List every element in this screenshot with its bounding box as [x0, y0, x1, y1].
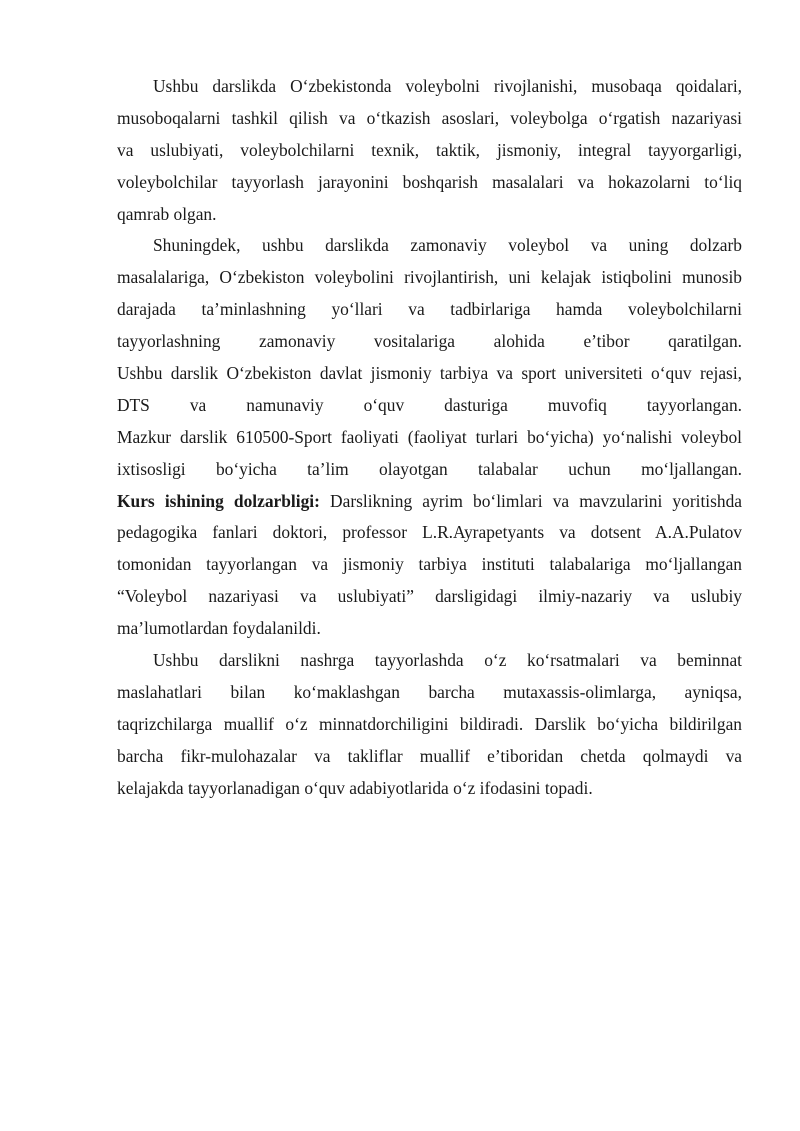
- paragraph-3-line-5: ma’lumotlardan foydalanildi.: [117, 618, 321, 639]
- paragraph-1-line-1: Ushbu darslikda O‘zbekistonda voleybolni rivojlanishi, musobaqa qoidalari,: [153, 76, 742, 96]
- paragraph-3-line-1: [117, 486, 742, 518]
- paragraph-3-first-rest: Darslikning ayrim bo‘limlari va mavzularini yoritishda: [319, 490, 742, 511]
- paragraph-4-line-1: Ushbu darslikni nashrga tayyorlashda o‘z ko‘rsatmalari va beminnat: [153, 650, 742, 671]
- paragraph-2-line-8: ixtisosligi bo‘yicha ta’lim olayotgan talabalar uchun mo‘ljallangan.: [117, 458, 742, 479]
- paragraph-2-line-6: DTS va namunaviy o‘quv dasturiga muvofiq tayyorlangan.: [117, 394, 742, 415]
- paragraph-4-line-4: barcha fikr-mulohazalar va takliflar muallif e’tiboridan chetda qolmaydi va: [117, 745, 742, 766]
- body-text: [117, 71, 742, 804]
- paragraph-1-line-2: musoboqalarni tashkil qilish va o‘tkazish asoslari, voleybolga o‘rgatish nazariyasi: [117, 107, 742, 128]
- paragraph-3-line-2: pedagogika fanlari doktori, professor L.R.Ayrapetyants va dotsent A.A.Pulatov: [117, 522, 742, 543]
- paragraph-4-line-3: taqrizchilarga muallif o‘z minnatdorchiligini bildiradi. Darslik bo‘yicha bildirilgan: [117, 713, 742, 734]
- paragraph-4-line-5: kelajakda tayyorlanadigan o‘quv adabiyotlarida o‘z ifodasini topadi.: [117, 777, 593, 798]
- paragraph-2-line-3: darajada ta’minlashning yo‘llari va tadbirlariga hamda voleybolchilarni: [117, 299, 742, 320]
- paragraph-2-line-1: Shuningdek, ushbu darslikda zamonaviy voleybol va uning dolzarb: [153, 235, 742, 256]
- paragraph-2-line-2: masalalariga, O‘zbekiston voleybolini rivojlantirish, uni kelajak istiqbolini munosib: [117, 267, 742, 288]
- paragraph-1-line-3: va uslubiyati, voleybolchilarni texnik, taktik, jismoniy, integral tayyorgarligi,: [117, 139, 742, 160]
- paragraph-3-bold-lead: Kurs ishining dolzarbligi:: [117, 490, 320, 511]
- paragraph-2-line-4: tayyorlashning zamonaviy vositalariga alohida e’tibor qaratilgan.: [117, 331, 742, 352]
- paragraph-1-line-4: voleybolchilar tayyorlash jarayonini boshqarish masalalari va hokazolarni to‘liq: [117, 171, 742, 192]
- paragraph-2-line-7: Mazkur darslik 610500-Sport faoliyati (faoliyat turlari bo‘yicha) yo‘nalishi voleybol: [117, 426, 742, 447]
- paragraph-1-line-5: qamrab olgan.: [117, 203, 217, 224]
- paragraph-2-line-5: Ushbu darslik O‘zbekiston davlat jismoniy tarbiya va sport universiteti o‘quv rejasi,: [117, 363, 742, 384]
- paragraph-3-line-3: tomonidan tayyorlangan va jismoniy tarbiya instituti talabalariga mo‘ljallangan: [117, 554, 742, 575]
- paragraph-4-line-2: maslahatlari bilan ko‘maklashgan barcha mutaxassis-olimlarga, ayniqsa,: [117, 681, 742, 702]
- paragraph-3-line-4: “Voleybol nazariyasi va uslubiyati” darsligidagi ilmiy-nazariy va uslubiy: [117, 586, 742, 607]
